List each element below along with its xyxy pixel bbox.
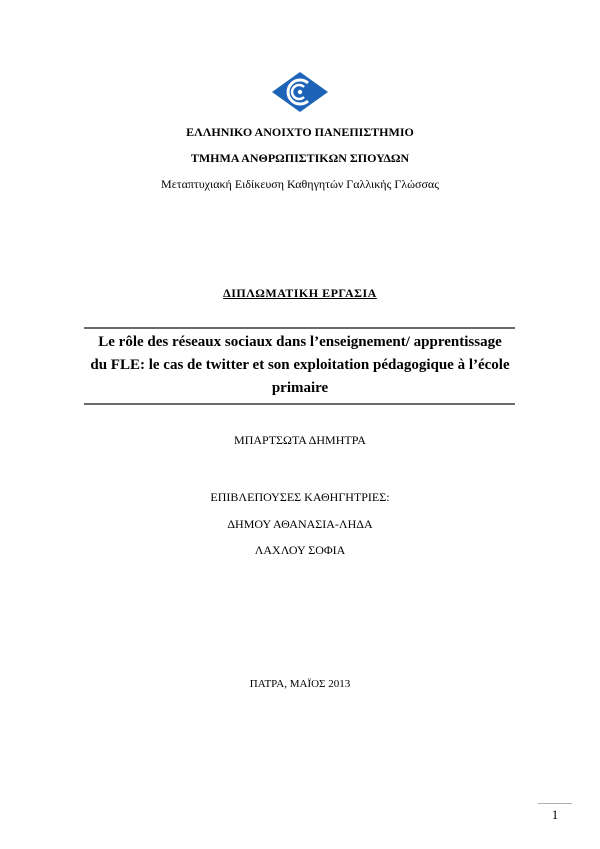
- specialization: Μεταπτυχιακή Ειδίκευση Καθηγητών Γαλλικής Γλώσσας: [161, 177, 439, 191]
- author-name: ΜΠΑΡΤΣΩΤΑ ΔΗΜΗΤΡΑ: [234, 433, 366, 447]
- supervisor-name: ΛΑΧΛΟΥ ΣΟΦΙΑ: [254, 543, 346, 557]
- page-number: 1: [551, 807, 559, 822]
- department-name: ΤΜΗΜΑ ΑΝΘΡΩΠΙΣΤΙΚΩΝ ΣΠΟΥΔΩΝ: [190, 151, 410, 165]
- supervisor-name: ΔΗΜΟΥ ΑΘΑΝΑΣΙΑ-ΛΗΔΑ: [227, 517, 373, 531]
- university-logo-icon: [270, 70, 330, 114]
- footer-divider: [538, 803, 572, 804]
- thesis-label: ΔΙΠΛΩΜΑΤΙΚΗ ΕΡΓΑΣΙΑ: [223, 286, 377, 300]
- place-date: ΠΑΤΡΑ, ΜΑΪΟΣ 2013: [249, 678, 351, 690]
- supervisors-label: ΕΠΙΒΛΕΠΟΥΣΕΣ ΚΑΘΗΓΗΤΡΙΕΣ:: [210, 490, 390, 504]
- title-top-rule: [84, 327, 515, 329]
- university-name: ΕΛΛΗΝΙΚΟ ΑΝΟΙΧΤΟ ΠΑΝΕΠΙΣΤΗΜΙΟ: [186, 125, 414, 139]
- thesis-title: Le rôle des réseaux sociaux dans l’enseignement/ apprentissage du FLE: le cas de twitter et son exploitation pédagogique à l’école primaire: [90, 334, 510, 396]
- title-bottom-rule: [84, 403, 515, 405]
